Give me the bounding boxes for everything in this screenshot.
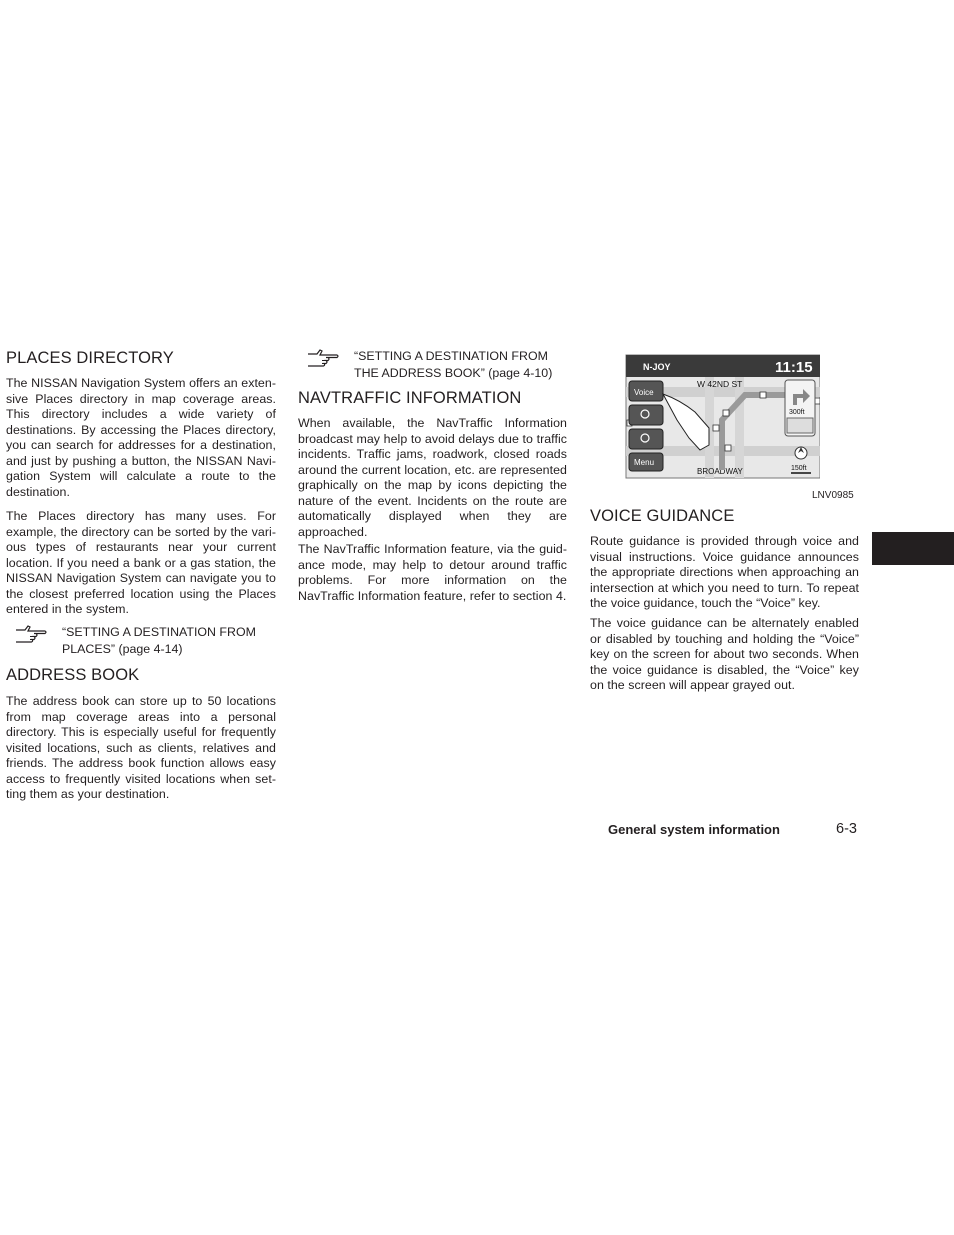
- navigation-screen-figure: [605, 350, 820, 480]
- voice-button: [629, 381, 663, 401]
- section-edge-tab: [872, 532, 954, 565]
- street-label-top: W 42ND ST: [697, 379, 743, 389]
- footer-page-number: 6-3: [836, 821, 857, 837]
- heading-voice-guidance: VOICE GUIDANCE: [590, 507, 735, 525]
- address-paragraph-1: The address book can store up to 50 locations from map coverage areas into a personal directory. This is especially useful for frequently visited locations, such as clients, relatives and friends. The address book function allows easy access to frequently visited locations when set-ting them as your destination.: [6, 694, 276, 801]
- heading-address-book: ADDRESS BOOK: [6, 666, 140, 684]
- heading-places-directory: PLACES DIRECTORY: [6, 349, 174, 367]
- pointing-hand-icon: [14, 624, 48, 644]
- navtraffic-paragraph-1: When available, the NavTraffic Information broadcast may help to avoid delays due to traffic incidents. Traffic jams, roadwork, closed roads around the current location, etc. are represented graphically on the map by icons depicting the nature of the event. Incidents on the route are automatically displayed when they are approached.: [298, 416, 567, 539]
- street-label-bottom: BROADWAY: [697, 467, 743, 476]
- xref-places-line-1: “SETTING A DESTINATION FROM: [62, 625, 256, 639]
- turn-distance-label: 300ft: [789, 409, 805, 416]
- pointing-hand-icon: [306, 348, 340, 368]
- voice-paragraph-1: Route guidance is provided through voice and visual instructions. Voice guidance announces the appropriate directions when approaching an intersection at which you need to turn. To repeat the voice guidance, touch the “Voice” key.: [590, 534, 859, 610]
- places-paragraph-2: The Places directory has many uses. For example, the directory can be sorted by the vari-ous types of restaurants near your current location. If you need a bank or a gas station, the NISSAN Navigation System can navigate you to the closest preferred location using the Places entered in the system.: [6, 509, 276, 616]
- figure-caption: LNV0985: [812, 490, 854, 501]
- menu-button-label: Menu: [634, 458, 655, 467]
- places-paragraph-1: The NISSAN Navigation System offers an exten-sive Places directory in map coverage areas. This directory includes a wide variety of destinations. By accessing the Places directory, you can search for addresses for a destination, and just by pushing a button, the NISSAN Navi-gation System will calculate a route to the destination.: [6, 376, 276, 499]
- scale-label: 150ft: [791, 465, 807, 472]
- menu-button: [629, 453, 663, 471]
- station-label: N-JOY: [643, 362, 671, 372]
- clock-label: 11:15: [775, 359, 813, 376]
- heading-navtraffic: NAVTRAFFIC INFORMATION: [298, 389, 522, 407]
- xref-address-line-2: THE ADDRESS BOOK” (page 4-10): [354, 366, 553, 380]
- xref-address-line-1: “SETTING A DESTINATION FROM: [354, 349, 548, 363]
- zoom-out-button: [629, 429, 663, 449]
- voice-button-label: Voice: [634, 388, 654, 397]
- zoom-in-button: [629, 405, 663, 425]
- navtraffic-paragraph-2: The NavTraffic Information feature, via the guid-ance mode, may help to detour around traffic problems. For more information on the NavTraffic Information feature, refer to section 4.: [298, 542, 567, 603]
- xref-places-line-2: PLACES” (page 4-14): [62, 642, 183, 656]
- footer-section-title: General system information: [608, 822, 780, 837]
- voice-paragraph-2: The voice guidance can be alternately enabled or disabled by touching and holding the “Voice” key on the screen for about two seconds. When the voice guidance is disabled, the “Voice” key on the screen will appear grayed out.: [590, 616, 859, 692]
